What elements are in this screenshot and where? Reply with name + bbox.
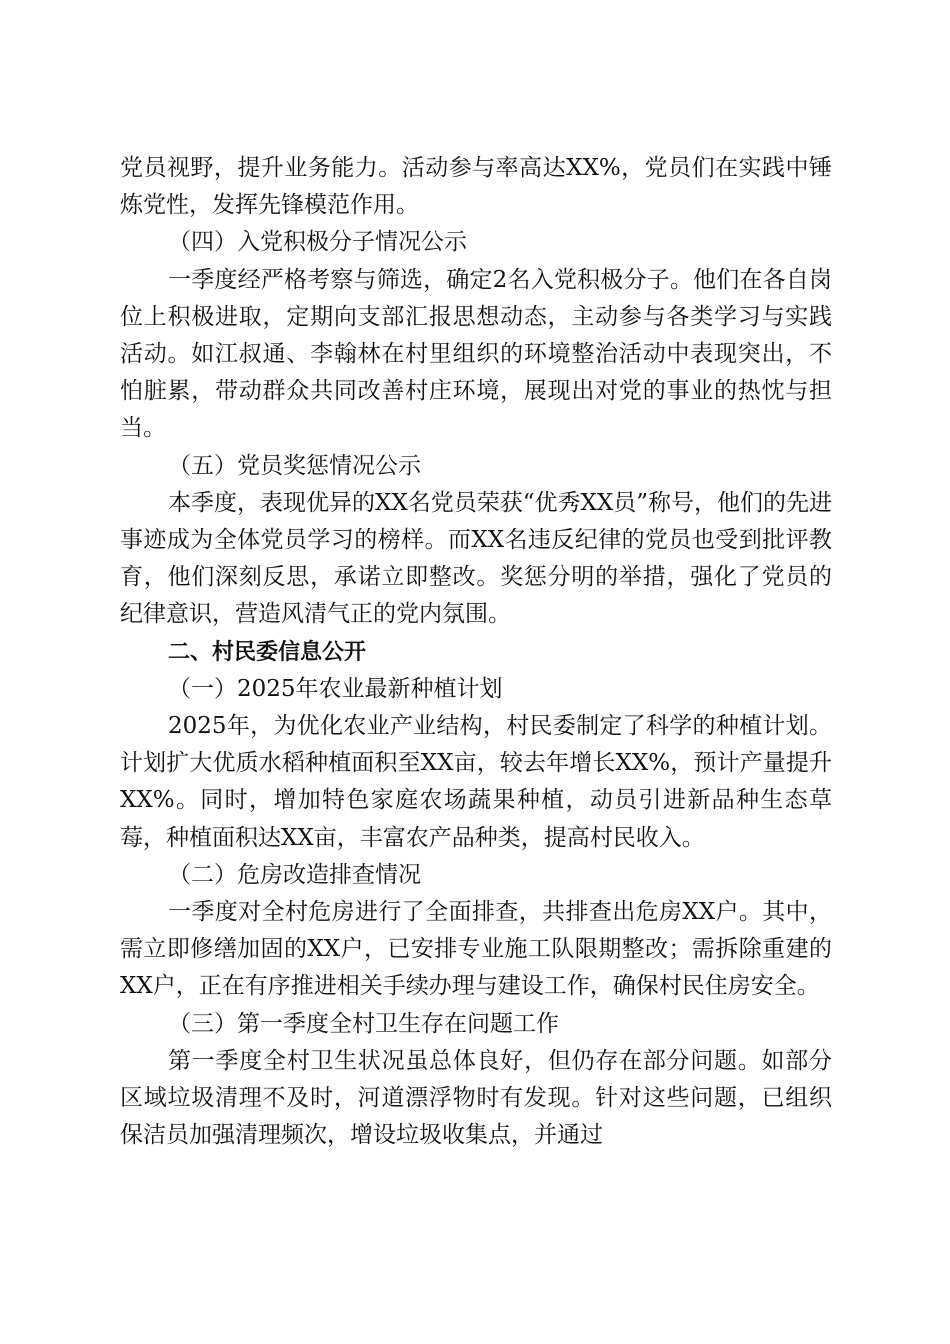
section-heading-housing: （二）危房改造排查情况 [168, 861, 421, 888]
paragraph-housing: 一季度对全村危房进行了全面排查，共排查出危房XX户。其中，需立即修缮加固的XX户，已安排专业施工队限期整改；需拆除重建的XX户，正在有序推进相关手续办理与建设工作，确保村民住房安全。 [120, 899, 832, 1000]
paragraph-activists: 一季度经严格考察与筛选，确定2名入党积极分子。他们在各自岗位上积极进取，定期向支部汇报思想动态，主动参与各类学习与实践活动。如江叔通、李翰林在村里组织的环境整治活动中表现突出，不怕脏累，带动群众共同改善村庄环境，展现出对党的事业的热忱与担当。 [120, 266, 832, 442]
section-heading-planting: （一）2025年农业最新种植计划 [168, 675, 503, 702]
paragraph-sanitation: 第一季度全村卫生状况虽总体良好，但仍存在部分问题。如部分区域垃圾清理不及时，河道漂浮物时有发现。针对这些问题，已组织保洁员加强清理频次，增设垃圾收集点，并通过 [120, 1047, 832, 1149]
section-heading-activists: （四）入党积极分子情况公示 [168, 229, 467, 256]
paragraph-continued: 党员视野，提升业务能力。活动参与率高达XX%，党员们在实践中锤炼党性，发挥先锋模范作用。 [120, 155, 832, 219]
section-heading-rewards: （五）党员奖惩情况公示 [168, 452, 421, 479]
paragraph-rewards: 本季度，表现优异的XX名党员荣获“优秀XX员”称号，他们的先进事迹成为全体党员学习的榜样。而XX名违反纪律的党员也受到批评教育，他们深刻反思，承诺立即整改。奖惩分明的举措，强化了党员的纪律意识，营造风清气正的党内氛围。 [120, 489, 833, 628]
document-page [120, 150, 832, 1154]
section-heading-sanitation: （三）第一季度全村卫生存在问题工作 [168, 1010, 559, 1037]
paragraph-planting: 2025年，为优化农业产业结构，村民委制定了科学的种植计划。计划扩大优质水稻种植面积至XX亩，较去年增长XX%，预计产量提升XX%。同时，增加特色家庭农场蔬果种植，动员引进新品种生态草莓，种植面积达XX亩，丰富农产品种类，提高村民收入。 [120, 713, 832, 851]
chapter-heading-village-committee: 二、村民委信息公开 [168, 639, 367, 665]
